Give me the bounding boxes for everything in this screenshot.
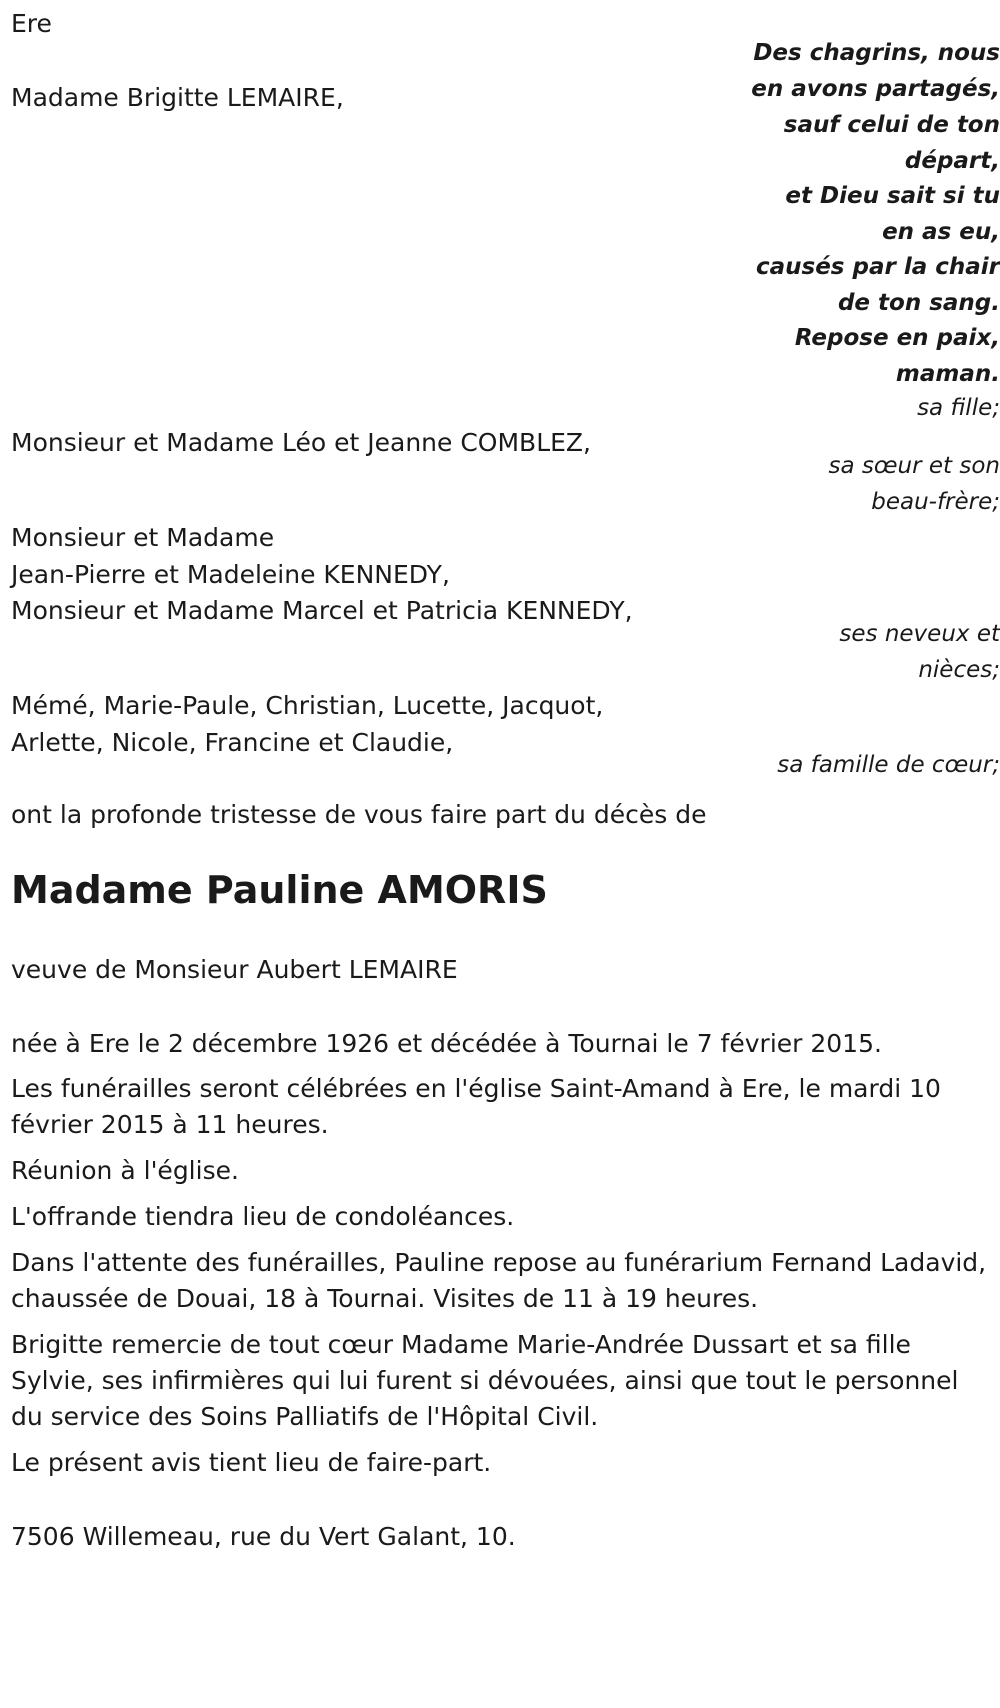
poem-line: départ, [904,148,1000,174]
funeral-home-paragraph: Dans l'attente des funérailles, Pauline repose au funérarium Fernand Ladavid, chaussée de Douai, 18 à Tournai. Visites de 11 à 19 heures. [11,1248,987,1313]
birth-death-paragraph: née à Ere le 2 décembre 1926 et décédée à Tournai le 7 février 2015. [11,1029,882,1058]
poem-line: et Dieu sait si tu [785,183,1000,209]
poem-line: Des chagrins, nous [753,40,1000,66]
family-name: Monsieur et Madame Léo et Jeanne COMBLEZ, [11,428,592,457]
poem-line: sauf celui de ton [783,112,1000,138]
location-top: Ere [11,9,52,38]
family-relation: sa famille de cœur; [777,752,1000,778]
announcement: ont la profonde tristesse de vous faire part du décès de [11,800,707,829]
family-relation: ses neveux et [839,621,1000,647]
meeting-paragraph: Réunion à l'église. [11,1156,239,1185]
offering-paragraph: L'offrande tiendra lieu de condoléances. [11,1202,515,1231]
poem-line: Repose en paix, [794,325,1000,351]
poem-line: en as eu, [882,219,1000,245]
address: 7506 Willemeau, rue du Vert Galant, 10. [11,1522,516,1551]
funeral-paragraph: Les funérailles seront célébrées en l'église Saint-Amand à Ere, le mardi 10 février 2015 à 11 heures. [11,1074,941,1139]
family-relation: sa sœur et son [828,453,1000,479]
family-name: Monsieur et Madame [11,523,275,552]
family-relation: nièces; [918,657,1000,683]
family-relation: beau-frère; [871,489,1000,515]
deceased-name: Madame Pauline AMORIS [11,868,548,912]
poem-line: de ton sang. [837,290,1000,316]
family-relation: sa fille; [917,395,1000,421]
family-name: Madame Brigitte LEMAIRE, [11,83,344,112]
family-name: Jean-Pierre et Madeleine KENNEDY, [11,560,450,589]
thanks-paragraph: Brigitte remercie de tout cœur Madame Marie-Andrée Dussart et sa fille Sylvie, ses infirmières qui lui furent si dévouées, ainsi que tout le personnel du service des Soins Palliatifs de l'Hôpital Civil. [11,1330,959,1431]
poem-line: en avons partagés, [751,76,1000,102]
family-name: Arlette, Nicole, Francine et Claudie, [11,728,454,757]
poem-line: maman. [895,361,1000,387]
widow-of: veuve de Monsieur Aubert LEMAIRE [11,955,458,984]
notice-paragraph: Le présent avis tient lieu de faire-part. [11,1448,492,1477]
family-name: Monsieur et Madame Marcel et Patricia KENNEDY, [11,596,633,625]
family-name: Mémé, Marie-Paule, Christian, Lucette, Jacquot, [11,691,604,720]
poem-line: causés par la chair [755,254,1000,280]
